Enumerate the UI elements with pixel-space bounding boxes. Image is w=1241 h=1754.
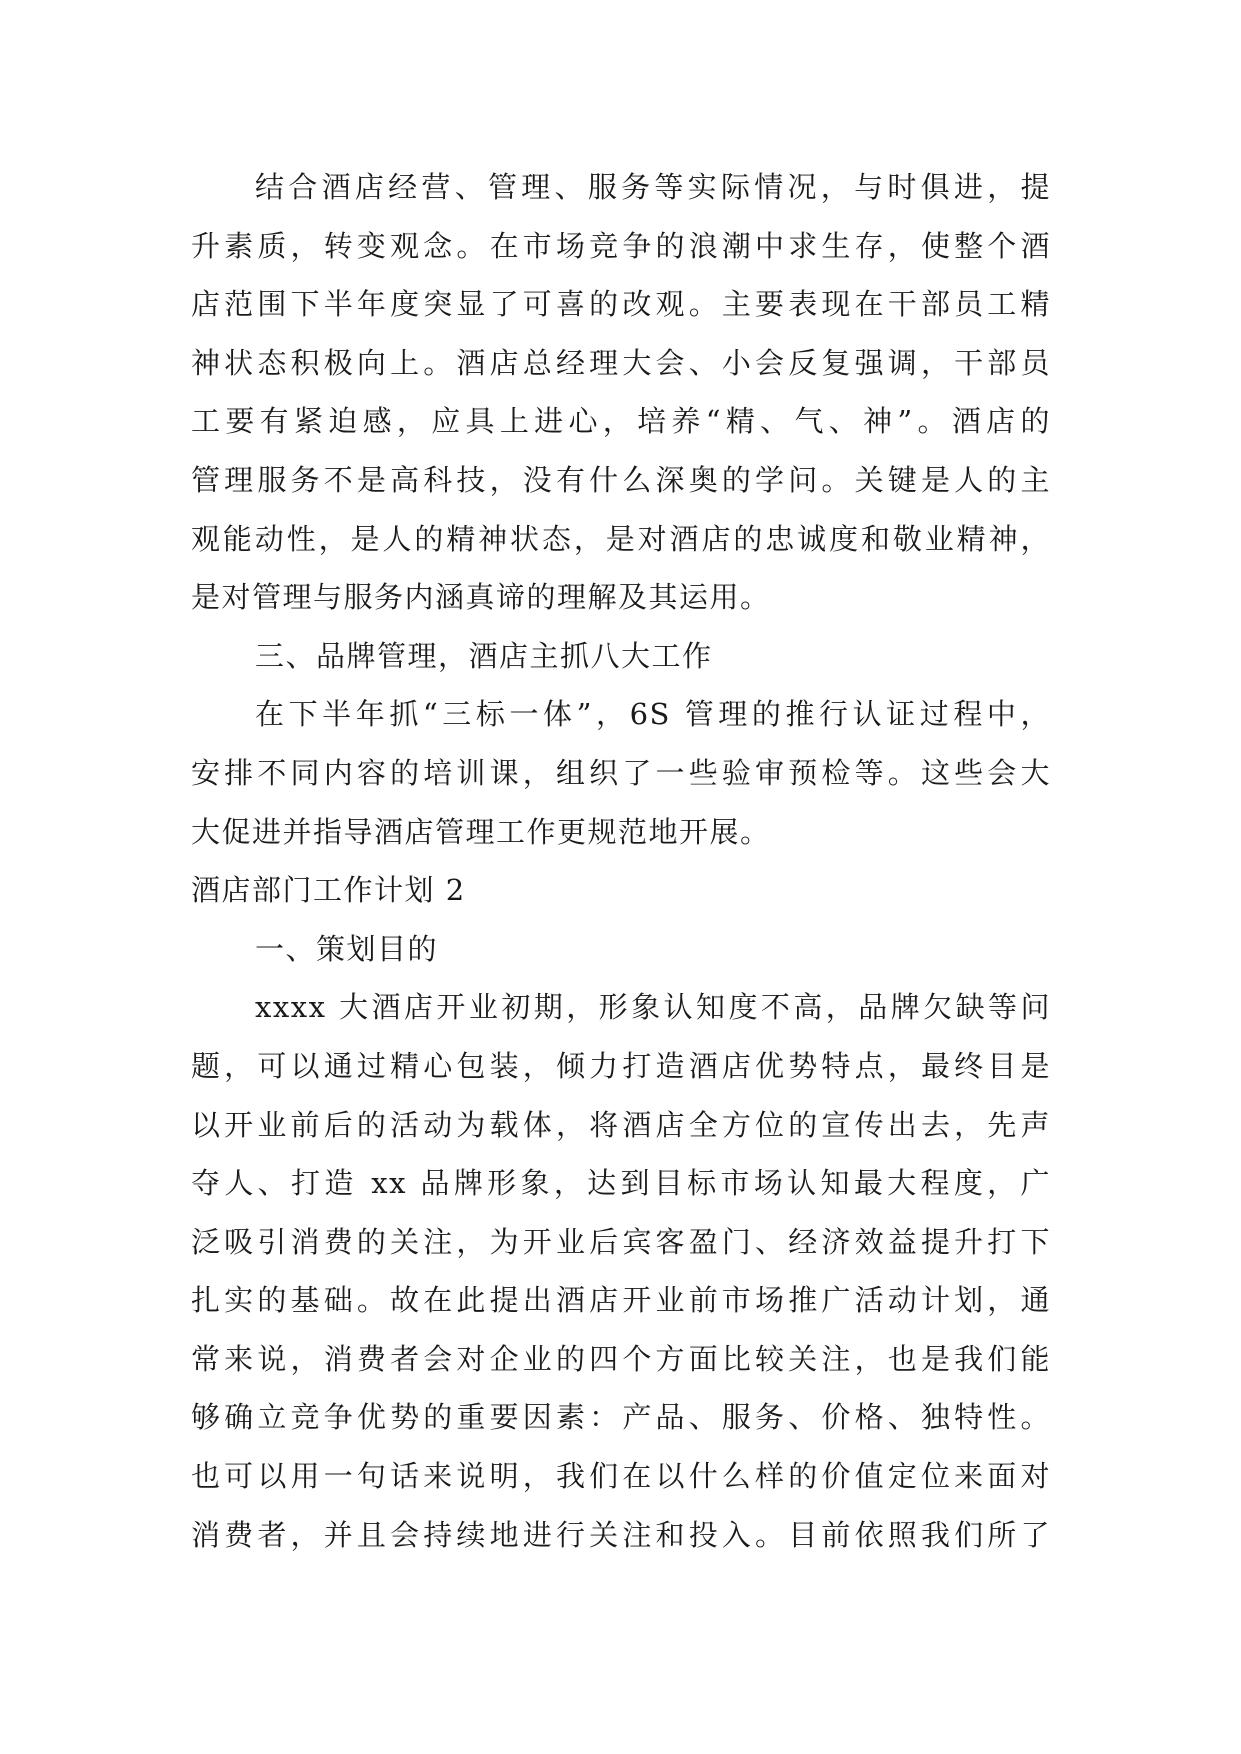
paragraph-line: 在下半年抓“三标一体”，6S 管理的推行认证过程中， bbox=[255, 697, 1051, 732]
paragraph-2 bbox=[191, 685, 1051, 861]
paragraph-line: 店范围下半年度突显了可喜的改观。主要表现在干部员工精 bbox=[191, 287, 1051, 322]
paragraph-line: 够确立竞争优势的重要因素：产品、服务、价格、独特性。 bbox=[191, 1400, 1051, 1435]
paragraph-line: 是对管理与服务内涵真谛的理解及其运用。 bbox=[191, 580, 771, 615]
document-title-text: 酒店部门工作计划 2 bbox=[191, 873, 466, 908]
paragraph-line: 常来说，消费者会对企业的四个方面比较关注，也是我们能 bbox=[191, 1341, 1051, 1376]
paragraph-line: 大促进并指导酒店管理工作更规范地开展。 bbox=[191, 814, 771, 849]
paragraph-3 bbox=[191, 978, 1051, 1564]
paragraph-line: 管理服务不是高科技，没有什么深奥的学问。关键是人的主 bbox=[191, 462, 1051, 497]
section-heading-planning-purpose bbox=[191, 920, 1051, 979]
paragraph-line: xxxx 大酒店开业初期，形象认知度不高，品牌欠缺等问 bbox=[255, 990, 1051, 1025]
paragraph-line: 以开业前后的活动为载体，将酒店全方位的宣传出去，先声 bbox=[191, 1107, 1051, 1142]
paragraph-1 bbox=[191, 158, 1051, 627]
paragraph-line: 升素质，转变观念。在市场竞争的浪潮中求生存，使整个酒 bbox=[191, 228, 1051, 263]
paragraph-line: 泛吸引消费的关注，为开业后宾客盈门、经济效益提升打下 bbox=[191, 1224, 1051, 1259]
paragraph-line: 消费者，并且会持续地进行关注和投入。目前依照我们所了 bbox=[191, 1517, 1051, 1552]
document-body bbox=[191, 158, 1051, 1564]
section-heading-brand-management bbox=[191, 627, 1051, 686]
paragraph-line: 扎实的基础。故在此提出酒店开业前市场推广活动计划，通 bbox=[191, 1283, 1051, 1318]
section-heading-text: 三、品牌管理，酒店主抓八大工作 bbox=[255, 638, 713, 673]
paragraph-line: 神状态积极向上。酒店总经理大会、小会反复强调，干部员 bbox=[191, 345, 1051, 380]
paragraph-line: 结合酒店经营、管理、服务等实际情况，与时俱进，提 bbox=[255, 170, 1051, 204]
paragraph-line: 工要有紧迫感，应具上进心，培养“精、气、神”。酒店的 bbox=[191, 404, 1051, 439]
section-heading-text: 一、策划目的 bbox=[255, 931, 439, 966]
paragraph-line: 观能动性，是人的精神状态，是对酒店的忠诚度和敬业精神， bbox=[191, 521, 1051, 556]
document-title-2 bbox=[191, 861, 1051, 920]
paragraph-line: 安排不同内容的培训课，组织了一些验审预检等。这些会大 bbox=[191, 755, 1051, 790]
paragraph-line: 题，可以通过精心包装，倾力打造酒店优势特点，最终目是 bbox=[191, 1048, 1051, 1083]
paragraph-line: 夺人、打造 xx 品牌形象，达到目标市场认知最大程度，广 bbox=[191, 1166, 1051, 1201]
paragraph-line: 也可以用一句话来说明，我们在以什么样的价值定位来面对 bbox=[191, 1459, 1051, 1494]
